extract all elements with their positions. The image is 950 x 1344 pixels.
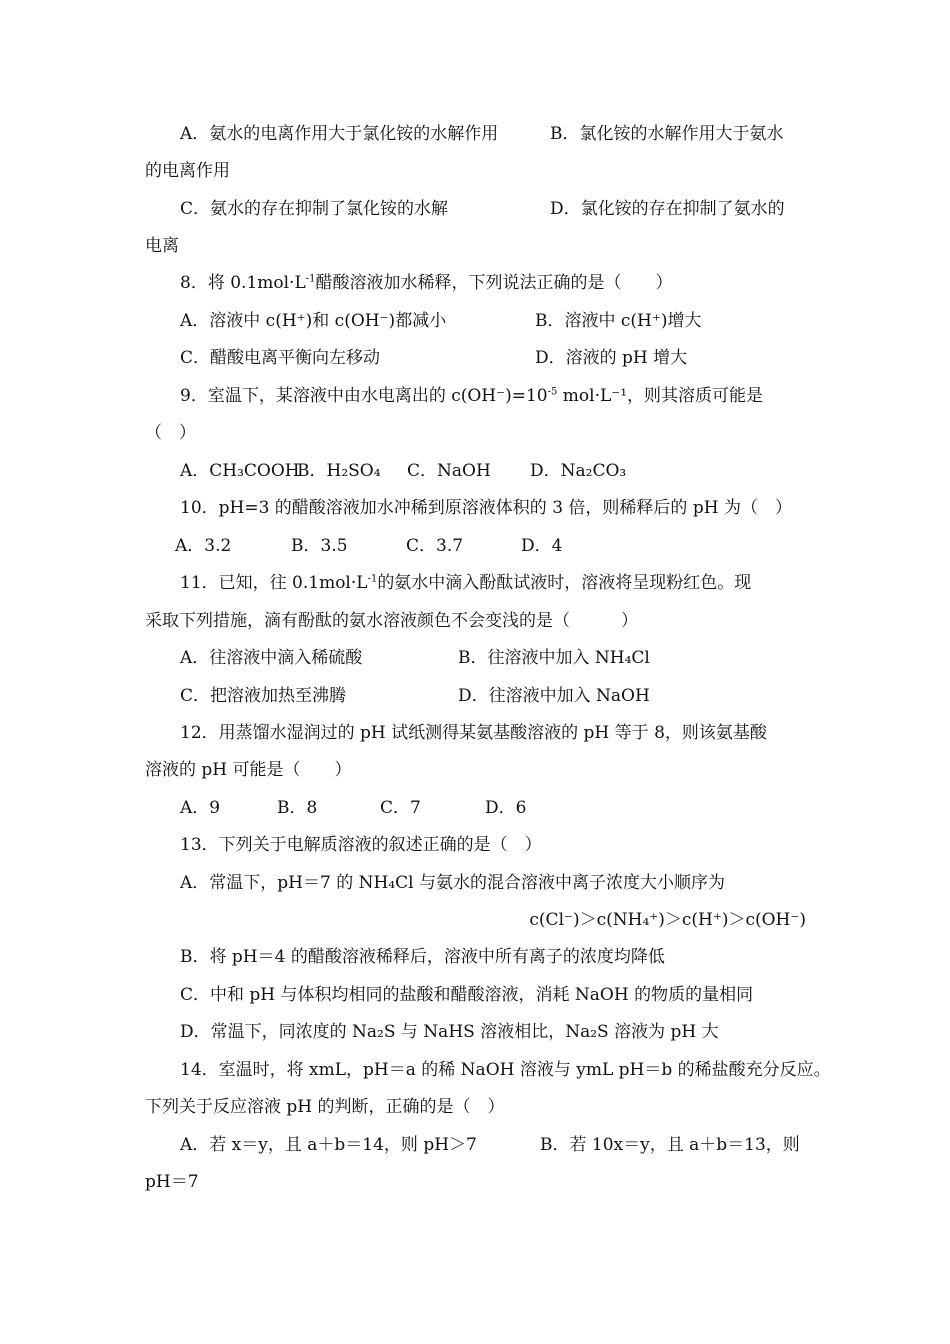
q7-option-ab-continuation: 的电离作用 <box>145 161 230 181</box>
q12-option-d: D．6 <box>485 798 527 818</box>
q11-stem: 11．已知，往 $0.1mol\cdot L^{-1}$的氨水中滴入酚酞试液时，溶液将呈现粉红色。现 <box>180 573 752 593</box>
q14-stem-continuation: 下列关于反应溶液 pH 的判断，正确的是（ ） <box>145 1097 505 1117</box>
q11-option-a: A．往溶液中滴入稀硫酸 <box>180 648 363 668</box>
q12-option-a: A．9 <box>180 798 221 818</box>
q11-stem-continuation: 采取下列措施，滴有酚酞的氨水溶液颜色不会变浅的是（ ） <box>145 611 638 631</box>
q10-option-d: D．4 <box>521 536 563 556</box>
q11-option-d: D．往溶液中加入 NaOH <box>458 686 650 706</box>
q10-option-c: C．3.7 <box>406 536 464 556</box>
q14-option-a: A．若 x＝y，且 a＋b＝14，则 pH＞7 <box>180 1135 477 1155</box>
q8-stem: 8．将 $0.1mol\cdot L^{-1}$醋酸溶液加水稀释，下列说法正确的是（ ） <box>180 273 673 293</box>
q12-option-c: C．7 <box>380 798 421 818</box>
q7-option-d: D．氯化铵的存在抑制了氨水的 <box>550 199 785 219</box>
q8-option-d: D．溶液的 pH 增大 <box>535 348 688 368</box>
q13-option-b: B．将 pH＝4 的醋酸溶液稀释后，溶液中所有离子的浓度均降低 <box>180 947 665 967</box>
q9-option-a: A．CH₃COOH <box>180 461 300 481</box>
q14-stem: 14．室温时，将 xmL，pH＝a 的稀 NaOH 溶液与 ymL pH＝b 的稀盐酸充分反应。 <box>180 1060 831 1080</box>
q13-option-c: C．中和 pH 与体积均相同的盐酸和醋酸溶液，消耗 NaOH 的物质的量相同 <box>180 985 754 1005</box>
q10-stem: 10．pH=3 的醋酸溶液加水冲稀到原溶液体积的 3 倍，则稀释后的 pH 为（ ） <box>180 498 792 518</box>
q13-option-a: A．常温下，pH＝7 的 NH₄Cl 与氨水的混合溶液中离子浓度大小顺序为 <box>180 873 725 893</box>
q9-stem: 9．室温下，某溶液中由水电离出的 $c(OH^-)=10^{-5}$ mol·L⁻¹，则其溶质可能是 <box>180 386 764 406</box>
q14-option-b: B．若 10x＝y，且 a＋b＝13，则 <box>540 1135 800 1155</box>
q7-option-b: B．氯化铵的水解作用大于氨水 <box>550 124 784 144</box>
q11-option-b: B．往溶液中加入 NH₄Cl <box>458 648 650 668</box>
q7-option-c: C．氨水的存在抑制了氯化铵的水解 <box>180 199 449 219</box>
q7-option-cd-continuation: 电离 <box>145 236 179 256</box>
q12-stem-continuation: 溶液的 pH 可能是（ ） <box>145 760 352 780</box>
q13-stem: 13．下列关于电解质溶液的叙述正确的是（ ） <box>180 835 542 855</box>
q8-option-c: C．醋酸电离平衡向左移动 <box>180 348 381 368</box>
q10-option-a: A．3.2 <box>175 536 232 556</box>
q9-option-b: B．H₂SO₄ <box>297 461 381 481</box>
q12-option-b: B．8 <box>277 798 318 818</box>
q11-option-c: C．把溶液加热至沸腾 <box>180 686 347 706</box>
q9-option-c: C．NaOH <box>407 461 491 481</box>
q9-option-d: D．Na₂CO₃ <box>530 461 627 481</box>
q13-option-d: D．常温下，同浓度的 Na₂S 与 NaHS 溶液相比，Na₂S 溶液为 pH 大 <box>180 1022 719 1042</box>
q12-stem: 12．用蒸馏水湿润过的 pH 试纸测得某氨基酸溶液的 pH 等于 8，则该氨基酸 <box>180 723 767 743</box>
q13-option-a-expression: c(Cl⁻)＞c(NH₄⁺)＞c(H⁺)＞c(OH⁻) <box>529 910 806 930</box>
q10-option-b: B．3.5 <box>291 536 348 556</box>
q14-option-b-continuation: pH＝7 <box>145 1172 199 1192</box>
q9-stem-continuation: （ ） <box>145 423 196 443</box>
q8-option-b: B．溶液中 c(H⁺)增大 <box>535 311 702 331</box>
q8-option-a: A．溶液中 c(H⁺)和 c(OH⁻)都减小 <box>180 311 447 331</box>
q7-option-a: A．氨水的电离作用大于氯化铵的水解作用 <box>180 124 499 144</box>
